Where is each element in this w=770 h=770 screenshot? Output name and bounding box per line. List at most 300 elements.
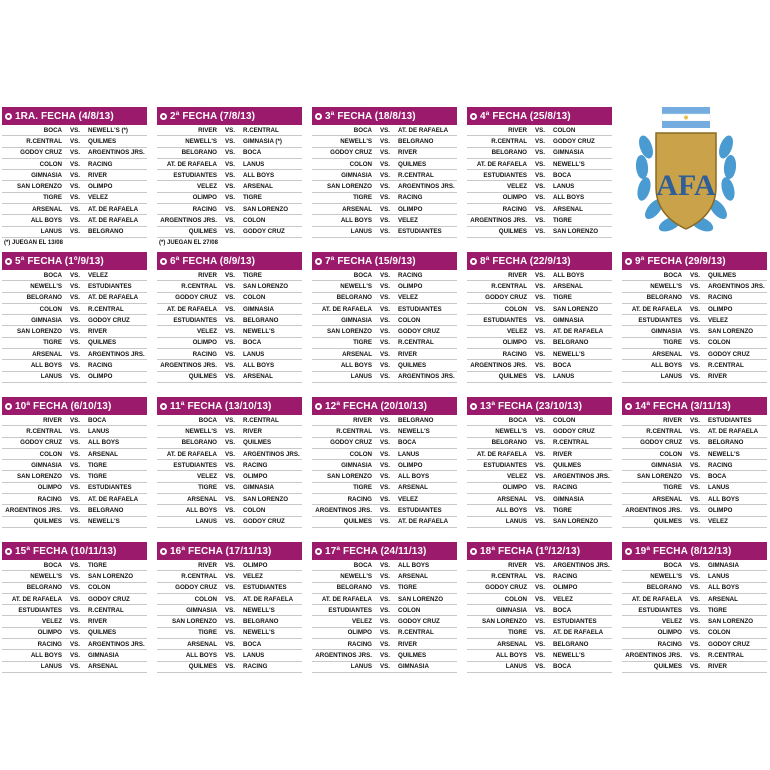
versus-label: VS. — [225, 450, 235, 458]
match-row — [2, 193, 147, 204]
away-team: R.CENTRAL — [553, 439, 589, 447]
match-row — [467, 349, 612, 360]
away-team: RIVER — [708, 373, 727, 381]
away-team: BOCA — [708, 473, 727, 481]
versus-label: VS. — [535, 305, 545, 313]
match-row — [312, 125, 457, 136]
away-team: ALL BOYS — [398, 473, 430, 481]
home-team: ARGENTINOS JRS. — [625, 652, 682, 660]
versus-label: VS. — [690, 316, 700, 324]
versus-label: VS. — [70, 362, 80, 370]
versus-label: VS. — [70, 606, 80, 614]
away-team: BOCA — [243, 339, 262, 347]
home-team: LANUS — [660, 373, 682, 381]
home-team: COLON — [39, 160, 62, 168]
match-row — [157, 438, 302, 449]
match-row — [622, 505, 767, 516]
match-row — [2, 605, 147, 616]
versus-label: VS. — [380, 663, 390, 671]
home-team: BELGRANO — [26, 294, 62, 302]
match-row — [2, 304, 147, 315]
match-row — [157, 605, 302, 616]
away-team: R.CENTRAL — [708, 362, 744, 370]
away-team: SAN LORENZO — [553, 518, 599, 526]
home-team: GODOY CRUZ — [175, 294, 217, 302]
away-team: TIGRE — [88, 473, 107, 481]
bullet-icon — [315, 258, 322, 265]
match-row — [2, 159, 147, 170]
match-row — [467, 594, 612, 605]
versus-label: VS. — [70, 629, 80, 637]
home-team: RIVER — [508, 561, 527, 569]
away-team: BOCA — [243, 640, 262, 648]
match-row — [312, 460, 457, 471]
versus-label: VS. — [225, 495, 235, 503]
versus-label: VS. — [690, 350, 700, 358]
home-team: BELGRANO — [26, 584, 62, 592]
home-team: BOCA — [663, 561, 682, 569]
versus-label: VS. — [690, 416, 700, 424]
fecha-header — [312, 542, 457, 560]
match-row — [157, 125, 302, 136]
versus-label: VS. — [70, 640, 80, 648]
match-row — [2, 449, 147, 460]
away-team: VELEZ — [88, 194, 108, 202]
versus-label: VS. — [380, 495, 390, 503]
home-team: BELGRANO — [646, 584, 682, 592]
match-row — [622, 304, 767, 315]
match-row — [467, 315, 612, 326]
versus-label: VS. — [535, 450, 545, 458]
fecha-header — [157, 397, 302, 415]
versus-label: VS. — [535, 629, 545, 637]
versus-label: VS. — [70, 473, 80, 481]
away-team: ESTUDIANTES — [88, 282, 132, 290]
versus-label: VS. — [380, 362, 390, 370]
match-row — [2, 215, 147, 226]
match-row — [157, 159, 302, 170]
home-team: VELEZ — [197, 328, 217, 336]
away-team: RACING — [243, 663, 268, 671]
versus-label: VS. — [535, 194, 545, 202]
home-team: GODOY CRUZ — [330, 439, 372, 447]
home-team: ARSENAL — [187, 640, 217, 648]
away-team: GIMNASIA (*) — [243, 137, 282, 145]
fecha-header — [2, 107, 147, 125]
match-row — [2, 281, 147, 292]
match-row — [2, 494, 147, 505]
match-row — [312, 594, 457, 605]
away-team: VELEZ — [708, 316, 728, 324]
home-team: NEWELL'S — [340, 137, 372, 145]
away-team: R.CENTRAL — [398, 629, 434, 637]
match-row — [622, 349, 767, 360]
match-row — [2, 338, 147, 349]
away-team: COLON — [398, 606, 421, 614]
match-row — [622, 293, 767, 304]
fecha-card — [157, 252, 302, 383]
away-team: RIVER — [553, 450, 572, 458]
versus-label: VS. — [380, 584, 390, 592]
match-row — [312, 438, 457, 449]
home-team: SAN LORENZO — [326, 183, 372, 191]
versus-label: VS. — [225, 427, 235, 435]
home-team: VELEZ — [197, 473, 217, 481]
match-row — [622, 583, 767, 594]
home-team: OLIMPO — [347, 629, 372, 637]
match-row — [467, 616, 612, 627]
away-team: ALL BOYS — [708, 584, 740, 592]
bullet-icon — [315, 113, 322, 120]
versus-label: VS. — [70, 561, 80, 569]
home-team: R.CENTRAL — [181, 572, 217, 580]
home-team: RIVER — [508, 271, 527, 279]
home-team: R.CENTRAL — [646, 427, 682, 435]
match-row — [2, 349, 147, 360]
match-row — [312, 293, 457, 304]
match-row — [2, 326, 147, 337]
versus-label: VS. — [690, 282, 700, 290]
versus-label: VS. — [690, 652, 700, 660]
away-team: AT. DE RAFAELA — [243, 595, 294, 603]
match-row — [2, 505, 147, 516]
versus-label: VS. — [535, 126, 545, 134]
match-row — [2, 471, 147, 482]
versus-label: VS. — [690, 362, 700, 370]
match-row — [312, 326, 457, 337]
versus-label: VS. — [535, 595, 545, 603]
versus-label: VS. — [535, 518, 545, 526]
match-row — [312, 628, 457, 639]
fecha-title: 5ª FECHA (1º/9/13) — [15, 255, 104, 267]
versus-label: VS. — [380, 350, 390, 358]
match-row — [622, 338, 767, 349]
versus-label: VS. — [225, 561, 235, 569]
versus-label: VS. — [70, 282, 80, 290]
versus-label: VS. — [380, 640, 390, 648]
versus-label: VS. — [690, 640, 700, 648]
versus-label: VS. — [380, 606, 390, 614]
versus-label: VS. — [380, 271, 390, 279]
away-team: BELGRANO — [88, 228, 124, 236]
match-row — [2, 483, 147, 494]
fecha-title: 9ª FECHA (29/9/13) — [635, 255, 726, 267]
away-team: ARGENTINOS JRS. — [88, 149, 145, 157]
versus-label: VS. — [690, 461, 700, 469]
fecha-card — [467, 542, 612, 673]
match-row — [157, 560, 302, 571]
home-team: OLIMPO — [657, 629, 682, 637]
home-team: BOCA — [663, 271, 682, 279]
fecha-card — [312, 397, 457, 528]
match-row — [312, 662, 457, 673]
fecha-title: 15ª FECHA (10/11/13) — [15, 545, 117, 557]
away-team: ARSENAL — [88, 663, 118, 671]
away-team: SAN LORENZO — [553, 305, 599, 313]
match-row — [467, 415, 612, 426]
versus-label: VS. — [690, 450, 700, 458]
versus-label: VS. — [225, 282, 235, 290]
match-row — [622, 494, 767, 505]
home-team: RIVER — [198, 271, 217, 279]
away-team: LANUS — [243, 160, 265, 168]
home-team: ESTUDIANTES — [328, 606, 372, 614]
away-team: LANUS — [88, 427, 110, 435]
match-row — [622, 560, 767, 571]
match-row — [2, 415, 147, 426]
versus-label: VS. — [535, 149, 545, 157]
fecha-header — [312, 397, 457, 415]
away-team: GIMNASIA — [553, 495, 584, 503]
versus-label: VS. — [70, 205, 80, 213]
match-row — [312, 181, 457, 192]
away-team: LANÚS — [553, 373, 575, 381]
match-row — [157, 181, 302, 192]
match-row — [467, 460, 612, 471]
versus-label: VS. — [70, 350, 80, 358]
away-team: OLIMPO — [88, 373, 113, 381]
home-team: RACING — [192, 205, 217, 213]
away-team: QUILMES — [398, 652, 427, 660]
match-row — [312, 560, 457, 571]
match-row — [622, 372, 767, 383]
match-row — [467, 338, 612, 349]
away-team: COLON — [553, 126, 576, 134]
home-team: RACING — [347, 495, 372, 503]
fecha-title: 2ª FECHA (7/8/13) — [170, 110, 256, 122]
away-team: TIGRE — [88, 461, 107, 469]
match-row — [622, 449, 767, 460]
versus-label: VS. — [535, 328, 545, 336]
versus-label: VS. — [535, 439, 545, 447]
match-row — [157, 215, 302, 226]
home-team: ALL BOYS — [185, 652, 217, 660]
home-team: R.CENTRAL — [336, 427, 372, 435]
match-row — [467, 304, 612, 315]
versus-label: VS. — [225, 572, 235, 580]
versus-label: VS. — [535, 652, 545, 660]
fecha-header — [157, 252, 302, 270]
versus-label: VS. — [535, 416, 545, 424]
home-team: ARGENTINOS JRS. — [470, 217, 527, 225]
away-team: GODOY CRUZ — [708, 350, 750, 358]
away-team: ALL BOYS — [553, 271, 585, 279]
versus-label: VS. — [225, 595, 235, 603]
away-team: QUILMES — [88, 629, 117, 637]
away-team: R.CENTRAL — [88, 606, 124, 614]
versus-label: VS. — [535, 572, 545, 580]
match-row — [157, 460, 302, 471]
away-team: BOCA — [243, 149, 262, 157]
match-row — [157, 360, 302, 371]
home-team: OLIMPO — [192, 339, 217, 347]
versus-label: VS. — [380, 126, 390, 134]
match-row — [157, 662, 302, 673]
home-team: QUILMES — [33, 518, 62, 526]
versus-label: VS. — [70, 373, 80, 381]
home-team: RACING — [657, 640, 682, 648]
versus-label: VS. — [690, 629, 700, 637]
match-row — [2, 136, 147, 147]
match-row — [467, 159, 612, 170]
away-team: COLON — [88, 584, 111, 592]
fecha-title: 17ª FECHA (24/11/13) — [325, 545, 427, 557]
away-team: LANUS — [398, 450, 420, 458]
match-row — [312, 270, 457, 281]
away-team: COLON — [553, 416, 576, 424]
fecha-card — [2, 252, 147, 383]
match-row — [467, 505, 612, 516]
match-row — [157, 571, 302, 582]
match-row — [622, 415, 767, 426]
home-team: OLIMPO — [192, 194, 217, 202]
fecha-card — [467, 107, 612, 238]
match-row — [2, 293, 147, 304]
away-team: SAN LORENZO — [553, 228, 599, 236]
bullet-icon — [160, 258, 167, 265]
match-row — [157, 505, 302, 516]
away-team: ARSENAL — [553, 205, 583, 213]
home-team: ESTUDIANTES — [483, 316, 527, 324]
match-row — [312, 338, 457, 349]
match-row — [2, 616, 147, 627]
match-row — [622, 281, 767, 292]
home-team: TIGRE — [198, 484, 217, 492]
match-row — [157, 281, 302, 292]
home-team: COLON — [194, 595, 217, 603]
away-team: ARSENAL — [553, 282, 583, 290]
versus-label: VS. — [70, 305, 80, 313]
home-team: ESTUDIANTES — [483, 171, 527, 179]
away-team: QUILMES — [243, 439, 272, 447]
home-team: ARSENAL — [187, 495, 217, 503]
match-row — [312, 517, 457, 528]
away-team: RIVER — [88, 171, 107, 179]
versus-label: VS. — [535, 294, 545, 302]
away-team: RIVER — [88, 618, 107, 626]
versus-label: VS. — [380, 149, 390, 157]
home-team: ESTUDIANTES — [173, 171, 217, 179]
home-team: AT. DE RAFAELA — [631, 595, 682, 603]
versus-label: VS. — [225, 328, 235, 336]
home-team: COLON — [39, 450, 62, 458]
away-team: ARSENAL — [398, 572, 428, 580]
home-team: TIGRE — [663, 484, 682, 492]
versus-label: VS. — [70, 171, 80, 179]
away-team: GODOY CRUZ — [88, 316, 130, 324]
fecha-card — [157, 397, 302, 528]
home-team: AT. DE RAFAELA — [321, 595, 372, 603]
match-row — [467, 571, 612, 582]
home-team: RIVER — [353, 416, 372, 424]
match-row — [467, 583, 612, 594]
home-team: OLIMPO — [502, 194, 527, 202]
home-team: TIGRE — [43, 194, 62, 202]
fecha-card — [2, 397, 147, 528]
home-team: VELEZ — [507, 473, 527, 481]
home-team: GIMNASIA — [31, 316, 62, 324]
match-row — [622, 517, 767, 528]
fecha-title: 6ª FECHA (8/9/13) — [170, 255, 256, 267]
home-team: NEWELL'S — [340, 572, 372, 580]
fecha-header — [2, 252, 147, 270]
versus-label: VS. — [690, 473, 700, 481]
home-team: NEWELL'S — [495, 427, 527, 435]
away-team: GIMNASIA — [88, 652, 119, 660]
away-team: ESTUDIANTES — [553, 618, 597, 626]
match-row — [312, 349, 457, 360]
home-team: TIGRE — [198, 629, 217, 637]
versus-label: VS. — [70, 160, 80, 168]
versus-label: VS. — [70, 228, 80, 236]
match-row — [622, 571, 767, 582]
home-team: ARSENAL — [652, 350, 682, 358]
match-row — [157, 628, 302, 639]
versus-label: VS. — [225, 584, 235, 592]
away-team: ARGENTINOS JRS. — [553, 561, 610, 569]
home-team: NEWELL'S — [185, 427, 217, 435]
match-row — [157, 426, 302, 437]
fecha-header — [157, 542, 302, 560]
home-team: QUILMES — [188, 373, 217, 381]
versus-label: VS. — [380, 473, 390, 481]
away-team: LANUS — [553, 183, 575, 191]
match-row — [2, 315, 147, 326]
away-team: AT. DE RAFAELA — [398, 126, 449, 134]
match-row — [157, 494, 302, 505]
home-team: ESTUDIANTES — [638, 606, 682, 614]
home-team: BOCA — [353, 561, 372, 569]
home-team: LANUS — [40, 228, 62, 236]
away-team: AT. DE RAFAELA — [553, 328, 604, 336]
home-team: LANUS — [505, 663, 527, 671]
versus-label: VS. — [225, 305, 235, 313]
match-row — [2, 360, 147, 371]
away-team: QUILMES — [88, 339, 117, 347]
versus-label: VS. — [380, 183, 390, 191]
home-team: TIGRE — [353, 339, 372, 347]
home-team: R.CENTRAL — [26, 427, 62, 435]
versus-label: VS. — [70, 194, 80, 202]
home-team: GODOY CRUZ — [485, 584, 527, 592]
home-team: LANUS — [505, 518, 527, 526]
away-team: BOCA — [88, 416, 107, 424]
versus-label: VS. — [380, 629, 390, 637]
home-team: GIMNASIA — [186, 606, 217, 614]
home-team: BOCA — [198, 416, 217, 424]
away-team: LANUS — [243, 652, 265, 660]
away-team: NEWELL'S — [553, 160, 585, 168]
fecha-card — [2, 542, 147, 673]
match-row — [157, 616, 302, 627]
match-row — [467, 326, 612, 337]
match-row — [467, 426, 612, 437]
away-team: GIMNASIA — [243, 484, 274, 492]
home-team: VELEZ — [42, 618, 62, 626]
away-team: VELEZ — [398, 217, 418, 225]
versus-label: VS. — [380, 561, 390, 569]
home-team: BOCA — [353, 126, 372, 134]
away-team: R.CENTRAL — [398, 171, 434, 179]
away-team: GODOY CRUZ — [243, 518, 285, 526]
versus-label: VS. — [225, 205, 235, 213]
home-team: TIGRE — [508, 629, 527, 637]
fecha-header — [467, 542, 612, 560]
versus-label: VS. — [690, 595, 700, 603]
away-team: OLIMPO — [243, 473, 268, 481]
home-team: LANUS — [40, 373, 62, 381]
versus-label: VS. — [70, 328, 80, 336]
